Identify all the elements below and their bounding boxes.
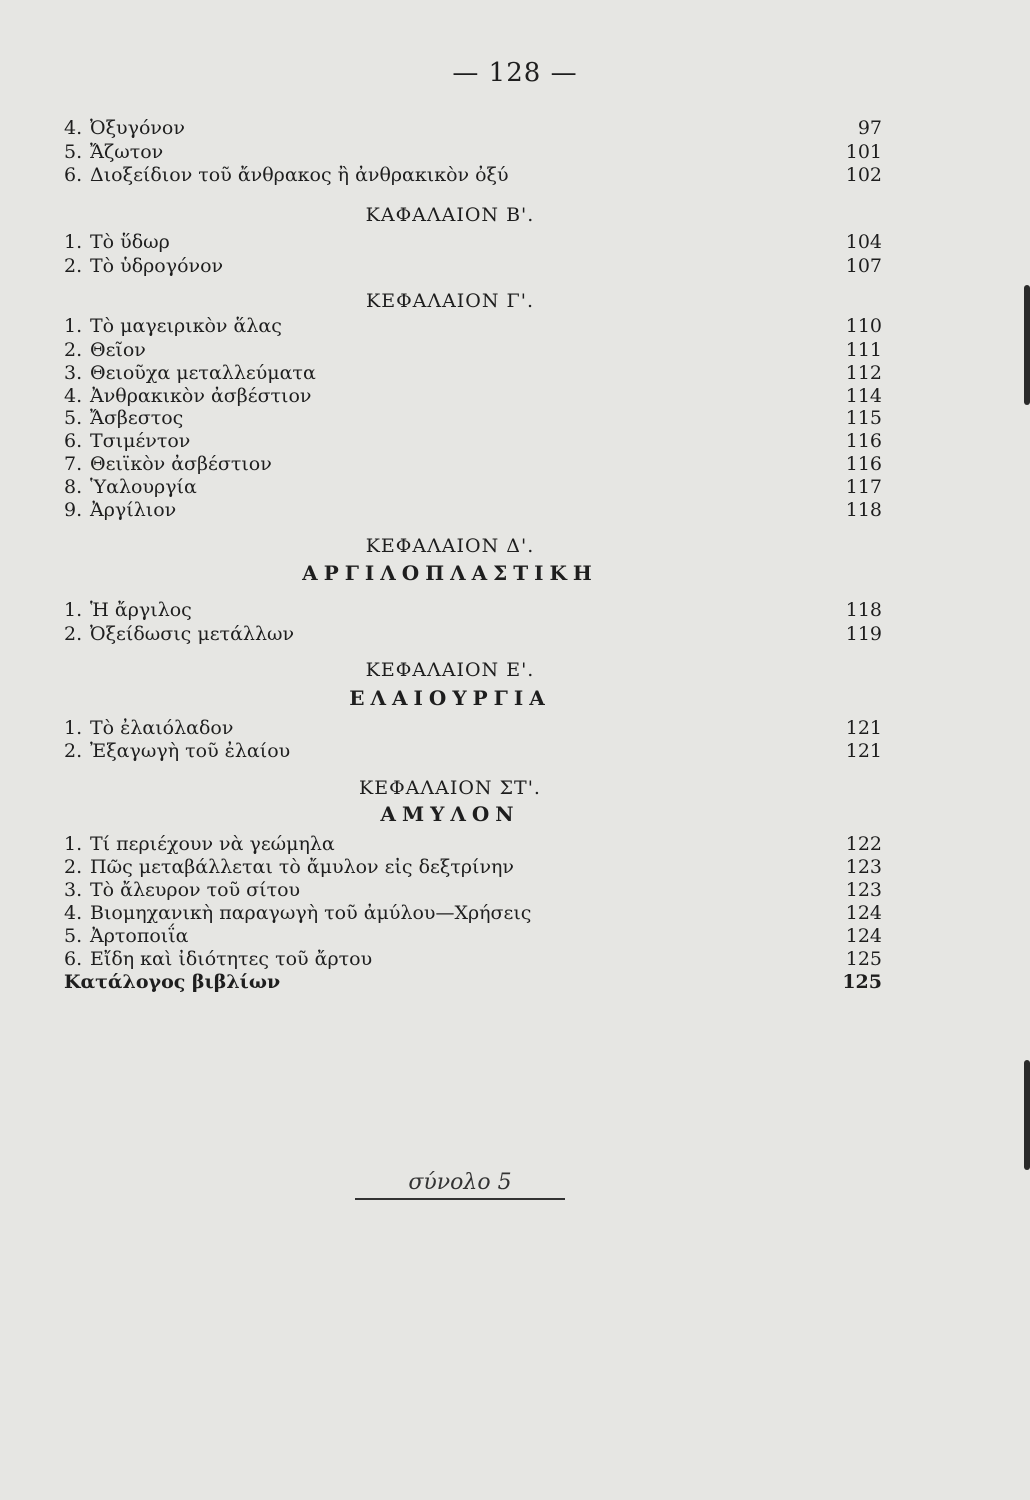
entry-page: 97	[857, 117, 882, 139]
entry-title: Ἀνθρακικὸν ἀσβέστιον	[90, 385, 312, 407]
toc-entry-catalogue	[64, 970, 882, 994]
entry-title: Ἡ ἄργιλος	[90, 599, 192, 621]
toc-entry	[64, 384, 882, 408]
entry-page: 115	[845, 407, 882, 429]
entry-number: 1.	[64, 833, 83, 855]
entry-number: 6.	[64, 948, 83, 970]
entry-number: 3.	[64, 879, 83, 901]
entry-number: 8.	[64, 476, 83, 498]
entry-page: 110	[845, 315, 882, 337]
toc-entry	[64, 832, 882, 856]
entry-title: Πῶς μεταβάλλεται τὸ ἄμυλον εἰς δεξτρίνην	[90, 856, 514, 878]
toc-entry	[64, 739, 882, 763]
handwritten-note: σύνολο 5	[355, 1168, 565, 1200]
entry-title: Θεῖον	[90, 339, 146, 361]
entry-number: 7.	[64, 453, 83, 475]
chapter-heading: ΚΕΦΑΛΑΙΟΝ Γ'.	[366, 290, 534, 312]
toc-entry	[64, 314, 882, 338]
entry-number: 4.	[64, 117, 83, 139]
chapter-subheading: ΑΡΓΙΛΟΠΛΑΣΤΙΚΗ	[302, 561, 598, 585]
entry-page: 104	[845, 231, 882, 253]
chapter-subheading: ΕΛΑΙΟΥΡΓΙΑ	[349, 686, 551, 710]
entry-page: 125	[842, 971, 882, 993]
entry-title: Ὀξείδωσις μετάλλων	[90, 623, 295, 645]
toc-entry	[64, 116, 882, 140]
entry-page: 124	[845, 925, 882, 947]
entry-number: 5.	[64, 407, 83, 429]
entry-title: Διοξείδιον τοῦ ἄνθρακος ἢ ἀνθρακικὸν ὀξύ	[90, 164, 509, 186]
entry-page: 123	[845, 879, 882, 901]
toc-entry	[64, 924, 882, 948]
entry-number: 1.	[64, 315, 83, 337]
toc-entry	[64, 254, 882, 278]
chapter-subheading: ΑΜΥΛΟΝ	[380, 802, 520, 826]
entry-title: Ἐξαγωγὴ τοῦ ἐλαίου	[90, 740, 291, 762]
chapter-heading: ΚΕΦΑΛΑΙΟΝ Δ'.	[365, 535, 535, 557]
entry-page: 114	[845, 385, 882, 407]
entry-title: Ἄσβεστος	[90, 407, 184, 429]
entry-title: Ὀξυγόνον	[90, 117, 185, 139]
page-number: — 128 —	[452, 58, 578, 88]
entry-page: 118	[845, 599, 882, 621]
entry-title: Τσιμέντον	[90, 430, 191, 452]
page-edge-mark	[1024, 285, 1030, 405]
entry-number: 2.	[64, 856, 83, 878]
toc-entry	[64, 716, 882, 740]
entry-title: Τὸ ἐλαιόλαδον	[90, 717, 234, 739]
entry-title: Τὸ ὕδωρ	[90, 231, 170, 253]
entry-number: 1.	[64, 231, 83, 253]
entry-number: 2.	[64, 339, 83, 361]
toc-entry	[64, 622, 882, 646]
entry-title: Ὑαλουργία	[90, 476, 197, 498]
chapter-heading: ΚΕΦΑΛΑΙΟΝ Ε'.	[365, 659, 535, 681]
toc-entry	[64, 947, 882, 971]
entry-title: Εἴδη καὶ ἰδιότητες τοῦ ἄρτου	[90, 948, 373, 970]
entry-number: 2.	[64, 623, 83, 645]
toc-entry	[64, 230, 882, 254]
toc-entry	[64, 452, 882, 476]
entry-page: 121	[845, 717, 882, 739]
entry-number: 5.	[64, 141, 83, 163]
chapter-heading: ΚΕΦΑΛΑΙΟΝ ΣΤ'.	[359, 777, 541, 799]
entry-page: 118	[845, 499, 882, 521]
toc-entry	[64, 140, 882, 164]
entry-page: 124	[845, 902, 882, 924]
toc-entry	[64, 338, 882, 362]
entry-title: Τὸ ἄλευρον τοῦ σίτου	[90, 879, 301, 901]
entry-number: 2.	[64, 255, 83, 277]
entry-title: Θειϊκὸν ἀσβέστιον	[90, 453, 272, 475]
entry-title: Κατάλογος βιβλίων	[64, 971, 281, 993]
entry-number: 6.	[64, 164, 83, 186]
entry-title: Ἀργίλιον	[90, 499, 177, 521]
entry-number: 4.	[64, 385, 83, 407]
toc-entry	[64, 406, 882, 430]
entry-title: Ἀρτοποιΐα	[90, 925, 189, 947]
page-edge-mark	[1024, 1060, 1030, 1170]
entry-number: 9.	[64, 499, 83, 521]
toc-entry	[64, 361, 882, 385]
toc-entry	[64, 429, 882, 453]
entry-title: Τὸ μαγειρικὸν ἅλας	[90, 315, 282, 337]
entry-number: 1.	[64, 717, 83, 739]
entry-page: 121	[845, 740, 882, 762]
entry-page: 102	[845, 164, 882, 186]
entry-page: 122	[845, 833, 882, 855]
entry-page: 116	[845, 430, 882, 452]
entry-title: Τὸ ὑδρογόνον	[90, 255, 224, 277]
entry-number: 5.	[64, 925, 83, 947]
entry-title: Τί περιέχουν νὰ γεώμηλα	[90, 833, 335, 855]
entry-page: 101	[845, 141, 882, 163]
entry-title: Θειοῦχα μεταλλεύματα	[90, 362, 316, 384]
entry-number: 4.	[64, 902, 83, 924]
toc-entry	[64, 475, 882, 499]
entry-page: 116	[845, 453, 882, 475]
entry-number: 2.	[64, 740, 83, 762]
entry-number: 1.	[64, 599, 83, 621]
entry-title: Βιομηχανικὴ παραγωγὴ τοῦ ἀμύλου—Χρήσεις	[90, 902, 532, 924]
toc-entry	[64, 878, 882, 902]
entry-page: 107	[845, 255, 882, 277]
entry-title: Ἄζωτον	[90, 141, 164, 163]
entry-page: 117	[845, 476, 882, 498]
toc-entry	[64, 901, 882, 925]
toc-entry	[64, 855, 882, 879]
toc-entry	[64, 498, 882, 522]
entry-page: 112	[845, 362, 882, 384]
chapter-heading: ΚΑΦΑΛΑΙΟΝ Β'.	[365, 204, 535, 226]
entry-page: 123	[845, 856, 882, 878]
entry-page: 111	[845, 339, 882, 361]
entry-number: 3.	[64, 362, 83, 384]
toc-entry	[64, 598, 882, 622]
toc-entry	[64, 163, 882, 187]
entry-number: 6.	[64, 430, 83, 452]
entry-page: 125	[845, 948, 882, 970]
entry-page: 119	[845, 623, 882, 645]
